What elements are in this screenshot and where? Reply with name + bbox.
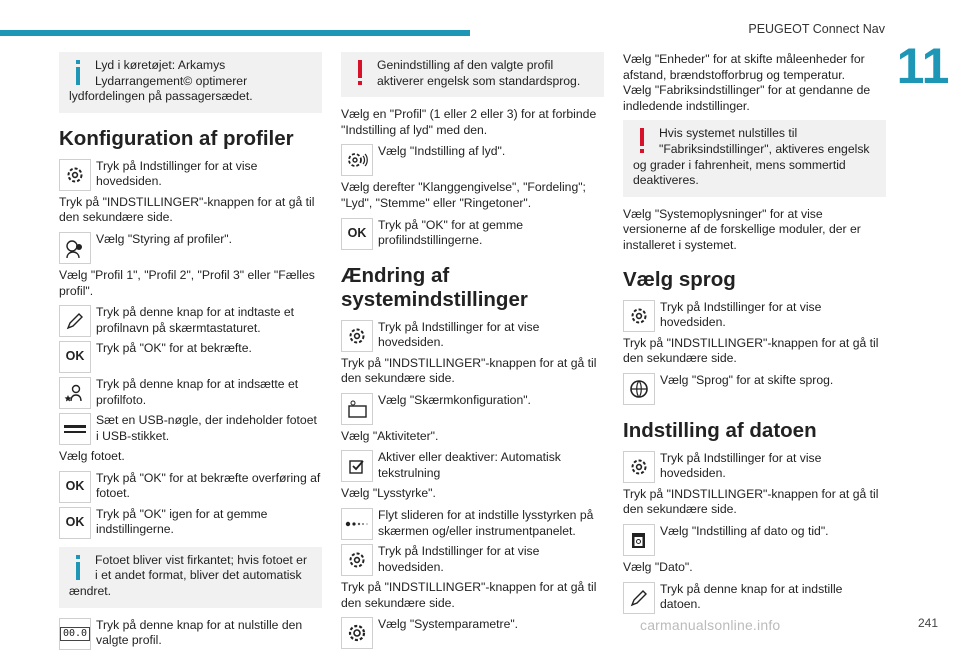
- step-confirm-photo: [59, 471, 322, 503]
- step-date-time: [623, 524, 886, 556]
- pencil-icon[interactable]: [623, 582, 655, 614]
- paragraph: Vælg derefter "Klanggengivelse", "Fordeling"; "Lyd", "Stemme" eller "Ringetoner".: [341, 180, 586, 210]
- paragraph: Vælg "Aktiviteter".: [341, 428, 439, 443]
- watermark: carmanualsonline.info: [640, 617, 781, 634]
- step-brightness: [341, 508, 604, 540]
- chapter-number: 11: [896, 38, 950, 94]
- step-text: Tryk på "OK" igen for at gemme indstillingerne.: [96, 506, 268, 537]
- step-settings: [341, 544, 604, 576]
- header-accent-bar: [0, 30, 470, 36]
- step-text: Vælg "Styring af profiler".: [96, 231, 232, 246]
- note-text: Hvis systemet nulstilles til "Fabriksindstillinger", aktiveres engelsk og grader i fahrenheit, mens sommertid deaktiveres.: [633, 126, 870, 188]
- paragraph: Vælg en "Profil" (1 eller 2 eller 3) for at forbinde "Indstilling af lyd" med den.: [341, 107, 597, 137]
- info-icon: [71, 60, 85, 88]
- note-text: Lyd i køretøjet: Arkamys Lydarrangement© optimerer lydfordelingen på passagersædet.: [69, 58, 253, 104]
- paragraph: Tryk på "INDSTILLINGER"-knappen for at gå til den sekundære side.: [59, 194, 315, 225]
- paragraph: Vælg "Dato".: [623, 559, 693, 574]
- ok-button[interactable]: OK: [59, 341, 91, 373]
- step-system-params: [341, 617, 604, 649]
- paragraph: Vælg "Fabriksindstillinger" for at gendanne de indledende indstillinger.: [623, 83, 871, 113]
- step-save-profile: [341, 218, 604, 250]
- step-text: Tryk på denne knap for at nulstille den valgte profil.: [96, 617, 303, 648]
- heading-language: Vælg sprog: [623, 267, 736, 291]
- step-language: [623, 373, 886, 405]
- step-text: Tryk på Indstillinger for at vise hovedsiden.: [96, 158, 258, 189]
- paragraph: Vælg "Profil 1", "Profil 2", "Profil 3" eller "Fælles profil".: [59, 267, 315, 298]
- step-text: Sæt en USB-nøgle, der indeholder fotoet i USB-stikket.: [96, 413, 317, 443]
- step-text: Tryk på denne knap for at indsætte et profilfoto.: [96, 377, 299, 407]
- step-settings: [623, 451, 886, 483]
- step-text: Tryk på "OK" for at gemme profilindstillingerne.: [378, 217, 524, 248]
- info-icon: [71, 555, 85, 583]
- step-save: [59, 507, 322, 539]
- profile-settings-icon[interactable]: [59, 232, 91, 264]
- step-profile-management: [59, 232, 322, 264]
- column-right: [623, 52, 886, 618]
- step-text: Tryk på "OK" for at bekræfte.: [96, 341, 252, 356]
- warning-note: [623, 120, 886, 196]
- reset-button[interactable]: 00.0: [59, 618, 91, 650]
- paragraph: Vælg fotoet.: [59, 449, 125, 464]
- gear-icon[interactable]: [623, 300, 655, 332]
- paragraph: Tryk på "INDSTILLINGER"-knappen for at gå til den sekundære side.: [623, 486, 879, 517]
- step-text: Vælg "Skærmkonfiguration".: [378, 392, 531, 407]
- step-text: Vælg "Indstilling af dato og tid".: [660, 523, 829, 538]
- paragraph: Tryk på "INDSTILLINGER"-knappen for at gå til den sekundære side.: [341, 579, 597, 610]
- step-settings: [59, 159, 322, 191]
- page-number: 241: [917, 616, 938, 631]
- profile-photo-icon[interactable]: [59, 377, 91, 409]
- step-text: Tryk på Indstillinger for at vise hovedsiden.: [378, 543, 540, 574]
- step-photo: [59, 377, 322, 409]
- step-confirm: [59, 341, 322, 373]
- calendar-icon[interactable]: [623, 524, 655, 556]
- header-title: PEUGEOT Connect Nav: [748, 22, 885, 36]
- step-text: Tryk på denne knap for at indstille datoen.: [660, 581, 843, 612]
- step-settings: [623, 300, 886, 332]
- paragraph: Vælg "Lysstyrke".: [341, 486, 436, 501]
- system-parameters-icon[interactable]: [341, 617, 373, 649]
- step-settings: [341, 320, 604, 352]
- heading-system-settings: Ændring af systemindstillinger: [341, 263, 528, 311]
- note-text: Fotoet bliver vist firkantet; hvis fotoet er i et andet format, bliver det automatisk ændret.: [69, 552, 308, 598]
- step-text: Aktiver eller deaktiver: Automatisk tekstrulning: [378, 450, 561, 480]
- step-text: Tryk på Indstillinger for at vise hovedsiden.: [378, 319, 540, 350]
- column-middle: [341, 52, 604, 653]
- note-text: Genindstilling af den valgte profil aktiverer engelsk som standardsprog.: [377, 58, 581, 88]
- step-text: Vælg "Indstilling af lyd".: [378, 144, 506, 159]
- slider-icon[interactable]: [341, 508, 373, 540]
- gear-icon[interactable]: [623, 451, 655, 483]
- screen-config-icon[interactable]: [341, 393, 373, 425]
- ok-button[interactable]: OK: [59, 507, 91, 539]
- step-text: Vælg "Systemparametre".: [378, 617, 519, 632]
- ok-button[interactable]: OK: [59, 471, 91, 503]
- step-text: Flyt slideren for at indstille lysstyrken på skærmen og/eller instrumentpanelet.: [378, 507, 594, 538]
- ok-button[interactable]: OK: [341, 218, 373, 250]
- step-reset-profile: [59, 618, 322, 650]
- step-text: Tryk på Indstillinger for at vise hovedsiden.: [660, 299, 822, 330]
- usb-icon: [59, 413, 91, 445]
- step-text: Tryk på Indstillinger for at vise hovedsiden.: [660, 450, 822, 481]
- step-text: Tryk på "OK" for at bekræfte overføring af fotoet.: [96, 470, 321, 501]
- info-note: [59, 547, 322, 608]
- step-sound-settings: [341, 144, 604, 176]
- heading-date: Indstilling af datoen: [623, 418, 817, 442]
- step-auto-scroll: [341, 450, 604, 482]
- paragraph: Vælg "Enheder" for at skifte måleenheder for afstand, brændstofforbrug og temperatur.: [623, 52, 865, 82]
- column-left: [59, 52, 322, 654]
- gear-icon[interactable]: [341, 544, 373, 576]
- warning-note: [341, 52, 604, 97]
- pencil-icon[interactable]: [59, 305, 91, 337]
- step-edit-name: [59, 305, 322, 337]
- warning-icon: [353, 60, 367, 88]
- gear-icon[interactable]: [341, 320, 373, 352]
- language-icon[interactable]: [623, 373, 655, 405]
- paragraph: Tryk på "INDSTILLINGER"-knappen for at gå til den sekundære side.: [341, 355, 597, 386]
- step-screen-config: [341, 393, 604, 425]
- paragraph: Tryk på "INDSTILLINGER"-knappen for at gå til den sekundære side.: [623, 335, 879, 366]
- checkbox-icon[interactable]: [341, 450, 373, 482]
- sound-settings-icon[interactable]: [341, 144, 373, 176]
- step-text: Tryk på denne knap for at indtaste et profilnavn på skærmtastaturet.: [96, 305, 295, 335]
- info-note: [59, 52, 322, 113]
- gear-icon[interactable]: [59, 159, 91, 191]
- step-usb: [59, 413, 322, 445]
- warning-icon: [635, 128, 649, 156]
- step-text: Vælg "Sprog" for at skifte sprog.: [660, 372, 834, 387]
- paragraph: Vælg "Systemoplysninger" for at vise versionerne af de forskellige moduler, der er installeret i systemet.: [623, 206, 861, 252]
- heading-profiles: Konfiguration af profiler: [59, 126, 294, 150]
- step-set-date: [623, 582, 886, 614]
